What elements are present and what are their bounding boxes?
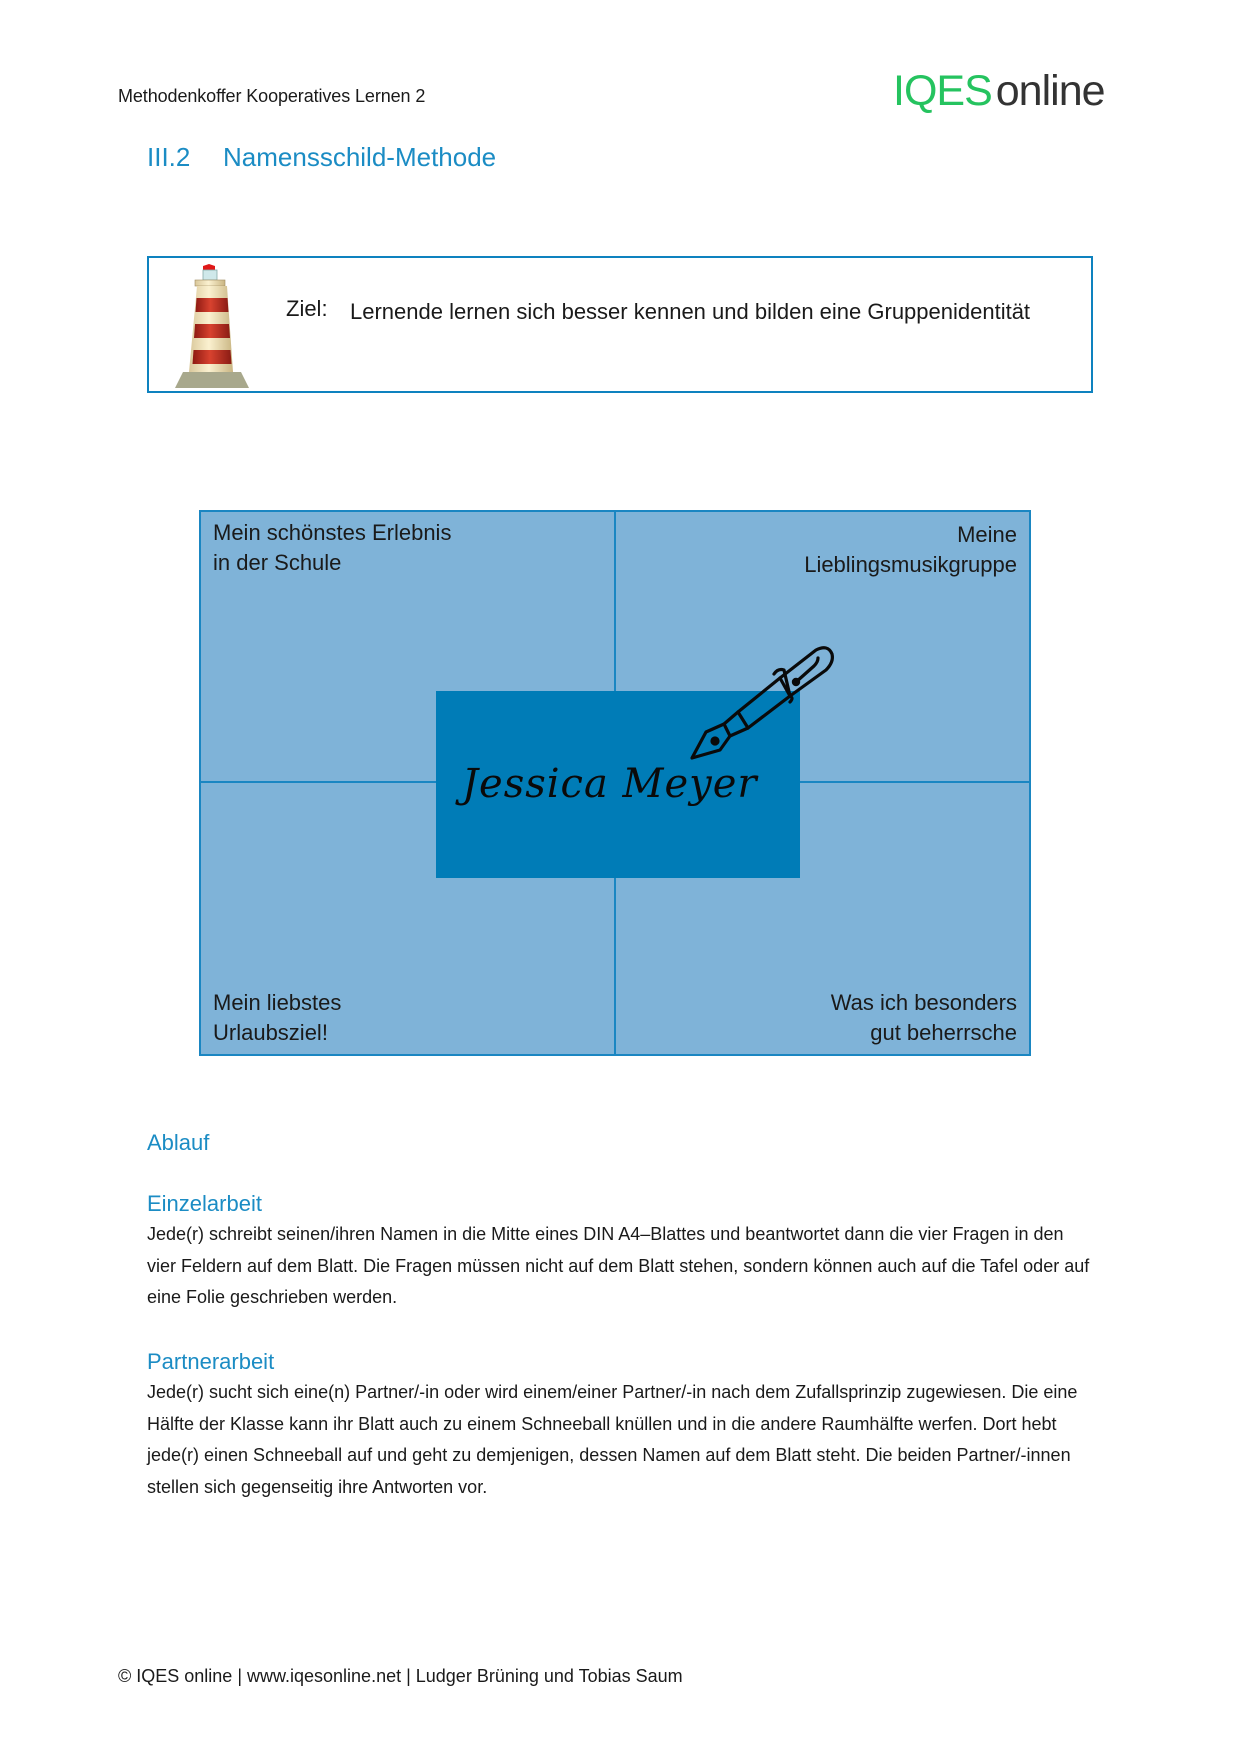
fountain-pen-icon: [686, 640, 838, 764]
goal-box: [147, 256, 1093, 393]
cell-top-right-line1: Meine: [957, 522, 1017, 547]
partner-work-heading: Partnerarbeit: [147, 1349, 275, 1374]
logo-iqes: IQES: [893, 67, 992, 115]
goal-text: Lernende lernen sich besser kennen und bilden eine Gruppenidentität: [350, 299, 1031, 324]
document-header-title: Methodenkoffer Kooperatives Lernen 2: [118, 86, 426, 106]
cell-bottom-left-line2: Urlaubsziel!: [213, 1020, 328, 1045]
individual-work-text: Jede(r) schreibt seinen/ihren Namen in die Mitte eines DIN A4–Blattes und beantwortet dann die vier Fragen in den vier Feldern auf dem Blatt. Die Fragen müssen nicht auf dem Blatt stehen, sondern können auch auf die Tafel oder auf eine Folie geschrieben werden.: [147, 1224, 1090, 1307]
cell-top-left-line1: Mein schönstes Erlebnis: [213, 520, 452, 545]
cell-bottom-right-line1: Was ich besonders: [830, 990, 1017, 1015]
partner-work-text: Jede(r) sucht sich eine(n) Partner/-in oder wird einem/einer Partner/-in nach dem Zufallsprinzip zugewiesen. Die eine Hälfte der Klasse kann ihr Blatt auch zu einem Schneeball knüllen und in die andere Raumhälfte werfen. Dort hebt jede(r) einen Schneeball auf und geht zu demjenigen, dessen Namen auf dem Blatt steht. Die beiden Partner/-innen stellen sich gegenseitig ihre Antworten vor.: [147, 1382, 1078, 1497]
lighthouse-icon: [173, 264, 251, 390]
center-name: Jessica Meyer: [462, 761, 758, 807]
goal-label: Ziel:: [286, 296, 328, 321]
cell-top-right-line2: Lieblingsmusikgruppe: [804, 552, 1017, 577]
cell-bottom-left-line1: Mein liebstes: [213, 990, 342, 1015]
logo-online: online: [995, 67, 1105, 115]
procedure-heading: Ablauf: [147, 1130, 210, 1155]
individual-work-heading: Einzelarbeit: [147, 1191, 262, 1216]
iqes-online-logo: [893, 67, 1105, 115]
cell-top-left-line2: in der Schule: [213, 550, 342, 575]
footer-copyright: © IQES online | www.iqesonline.net | Ludger Brüning und Tobias Saum: [118, 1666, 683, 1686]
page-title: Namensschild-Methode: [223, 142, 497, 172]
section-number: III.2: [147, 142, 191, 172]
cell-bottom-right-line2: gut beherrsche: [870, 1020, 1017, 1045]
